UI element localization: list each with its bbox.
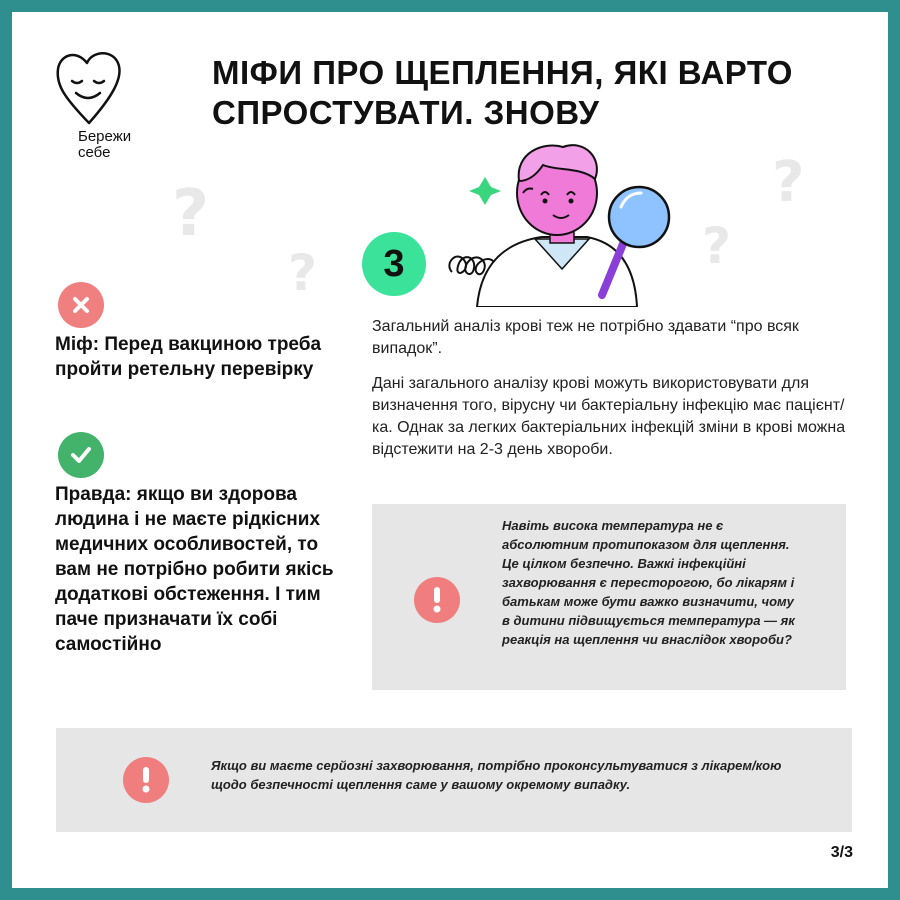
exclamation-icon	[141, 767, 151, 793]
note-text-consult: Якщо ви маєте серйозні захворювання, потрібно проконсультуватися з лікарем/кою щодо безпечності щеплення саме у вашому окремому випадку.	[211, 758, 782, 792]
brand-name	[78, 129, 131, 161]
brand-line-2: себе	[78, 144, 111, 161]
brand-line-1: Бережи	[78, 128, 132, 145]
alert-badge	[414, 577, 460, 623]
note-box-consult	[56, 728, 852, 832]
paragraph-blood-analysis: Дані загального аналізу крові можуть використовувати для визначення того, вірусну чи бактеріальну інфекцію має пацієнт/ка. Однак за легких бактеріальних інфекцій зміни в крові можна відстежити на 2-3 день хвороби.	[372, 375, 846, 458]
cross-icon	[70, 294, 92, 316]
myth-number-badge: 3	[362, 232, 426, 296]
truth-badge	[58, 432, 104, 478]
alert-badge	[123, 757, 169, 803]
page-indicator: 3/3	[830, 844, 853, 861]
question-mark-icon: ?	[702, 217, 732, 275]
brand-logo	[54, 47, 164, 161]
myth-statement: Міф: Перед вакциною треба пройти ретельну перевірку	[55, 334, 322, 380]
exclamation-icon	[432, 587, 442, 613]
page-title: МІФИ ПРО ЩЕПЛЕННЯ, ЯКІ ВАРТО СПРОСТУВАТИ. ЗНОВУ	[212, 54, 793, 131]
check-icon	[69, 444, 93, 466]
infographic-card	[12, 12, 888, 888]
heart-face-icon	[54, 47, 124, 127]
paragraph-blood-test: Загальний аналіз крові теж не потрібно здавати “про всяк випадок”.	[372, 318, 799, 357]
question-mark-icon: ?	[288, 244, 318, 302]
question-mark-icon: ?	[772, 150, 805, 215]
note-text-temperature: Навіть висока температура не є абсолютним протипоказом для щеплення. Це цілком безпечно. Важкі інфекційні захворювання є пересторогою, бо лікарям і батькам може бути важко визначити, чому в дитини підвищується температура — як реакція на щеплення чи внаслідок хвороби?	[502, 518, 795, 647]
question-mark-icon: ?	[172, 177, 210, 251]
truth-statement: Правда: якщо ви здорова людина і не маєте рідкісних медичних особливостей, то вам не потрібно робити якісь додаткові обстеження. І тим паче призначати їх собі самостійно	[55, 484, 334, 655]
myth-badge	[58, 282, 104, 328]
note-box-temperature	[372, 504, 846, 690]
